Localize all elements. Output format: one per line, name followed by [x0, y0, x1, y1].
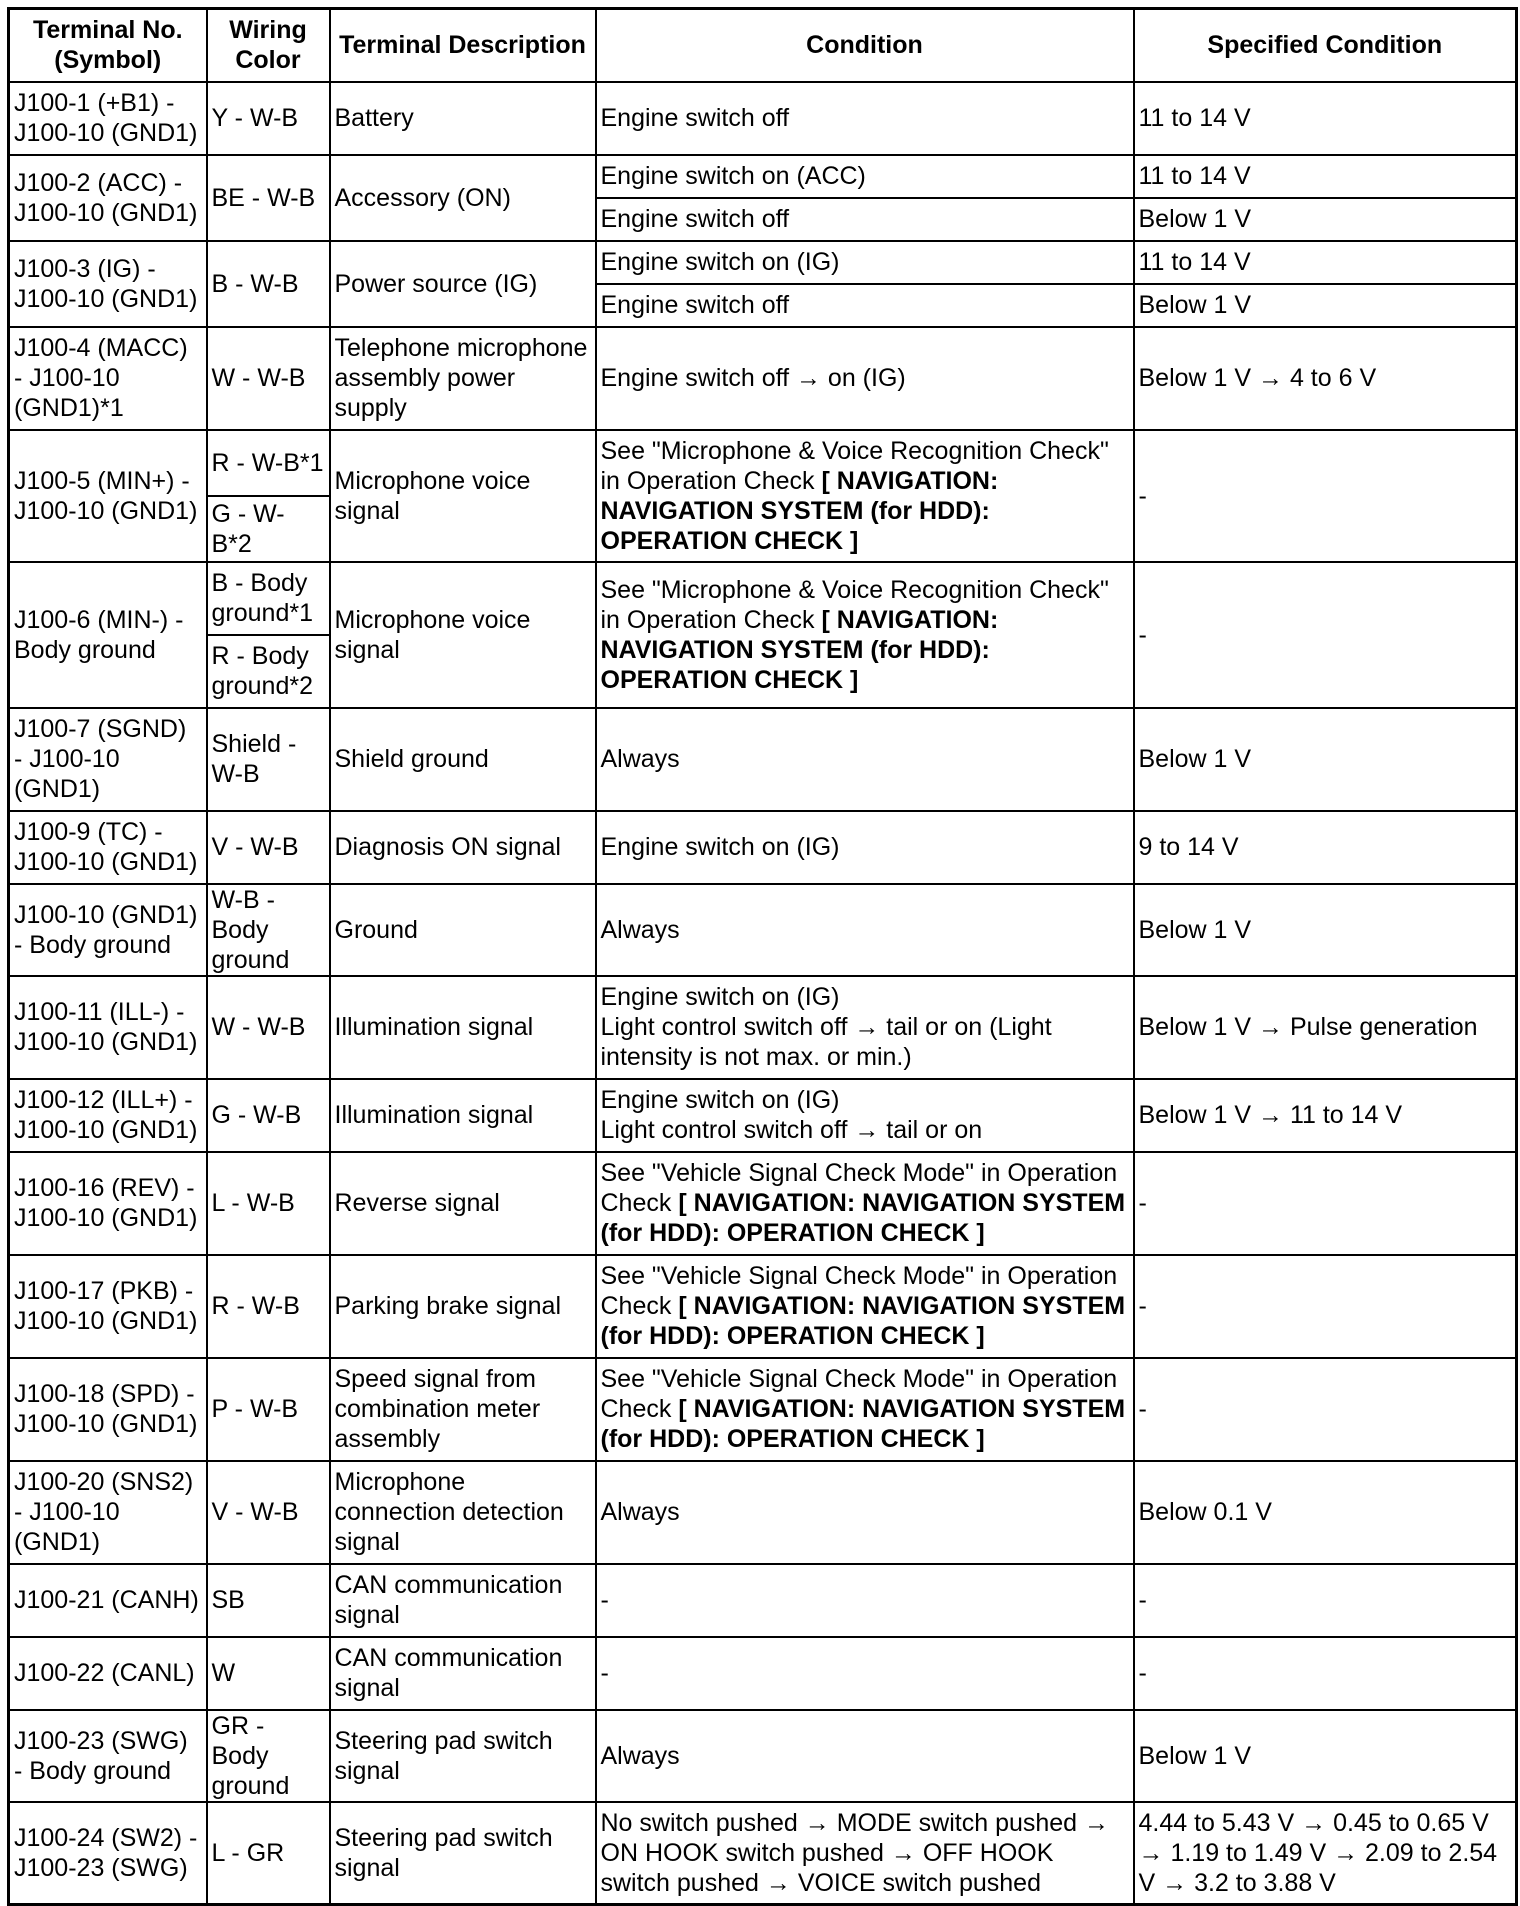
terminal-cell: J100-21 (CANH) [9, 1564, 207, 1637]
condition-cell: - [596, 1564, 1134, 1637]
table-row [9, 1637, 1517, 1710]
condition-cell: Engine switch off [596, 284, 1134, 327]
wiring-cell: P - W-B [207, 1358, 330, 1461]
specified-cell: - [1134, 1637, 1517, 1710]
condition-cell [596, 1255, 1134, 1358]
terminal-cell: J100-1 (+B1) - J100-10 (GND1) [9, 82, 207, 155]
table-row [9, 1255, 1517, 1358]
wiring-cell: B - Body ground*1 [207, 562, 330, 635]
specified-cell: Below 1 V [1134, 198, 1517, 241]
description-cell: Ground [330, 884, 596, 976]
table-row [9, 1461, 1517, 1564]
condition-cell: Always [596, 708, 1134, 811]
description-cell: Parking brake signal [330, 1255, 596, 1358]
terminal-cell: J100-23 (SWG) - Body ground [9, 1710, 207, 1802]
table-row [9, 811, 1517, 884]
description-cell: CAN communication signal [330, 1564, 596, 1637]
terminal-cell: J100-12 (ILL+) - J100-10 (GND1) [9, 1079, 207, 1152]
specified-cell: 11 to 14 V [1134, 82, 1517, 155]
wiring-cell: V - W-B [207, 1461, 330, 1564]
table-row [9, 430, 1517, 496]
wiring-cell: W [207, 1637, 330, 1710]
condition-cell [596, 1079, 1134, 1152]
condition-cell: Always [596, 1461, 1134, 1564]
terminal-cell: J100-22 (CANL) [9, 1637, 207, 1710]
wiring-cell: L - W-B [207, 1152, 330, 1255]
specified-cell: 4.44 to 5.43 V → 0.45 to 0.65 V → 1.19 to 1.49 V → 2.09 to 2.54 V → 3.2 to 3.88 V [1134, 1802, 1517, 1905]
specified-cell: - [1134, 430, 1517, 562]
condition-cell [596, 976, 1134, 1079]
condition-cell [596, 1358, 1134, 1461]
table-row [9, 1079, 1517, 1152]
condition-text: See "Vehicle Signal Check Mode" in Operation Check [600, 1365, 1118, 1423]
description-cell: Microphone voice signal [330, 430, 596, 562]
table-row [9, 708, 1517, 811]
operation-check-reference: [ NAVIGATION: NAVIGATION SYSTEM (for HDD): OPERATION CHECK ] [600, 605, 999, 694]
description-cell: Microphone connection detection signal [330, 1461, 596, 1564]
description-cell: Power source (IG) [330, 241, 596, 327]
condition-cell: Engine switch off [596, 82, 1134, 155]
table-row [9, 1802, 1517, 1905]
terminal-cell: J100-10 (GND1) - Body ground [9, 884, 207, 976]
condition-cell: Engine switch off → on (IG) [596, 327, 1134, 430]
specified-cell: Below 0.1 V [1134, 1461, 1517, 1564]
operation-check-reference: [ NAVIGATION: NAVIGATION SYSTEM (for HDD): OPERATION CHECK ] [600, 1292, 1126, 1350]
wiring-cell: V - W-B [207, 811, 330, 884]
wiring-cell: W-B - Body ground [207, 884, 330, 976]
specified-cell: - [1134, 1152, 1517, 1255]
condition-cell: Always [596, 1710, 1134, 1802]
terminal-cell: J100-17 (PKB) - J100-10 (GND1) [9, 1255, 207, 1358]
wiring-cell: G - W-B [207, 1079, 330, 1152]
terminal-cell: J100-5 (MIN+) - J100-10 (GND1) [9, 430, 207, 562]
condition-cell: Engine switch off [596, 198, 1134, 241]
specified-cell: Below 1 V [1134, 708, 1517, 811]
terminal-cell: J100-24 (SW2) - J100-23 (SWG) [9, 1802, 207, 1905]
specified-cell: Below 1 V [1134, 884, 1517, 976]
wiring-cell: R - W-B*1 [207, 430, 330, 496]
terminal-cell: J100-9 (TC) - J100-10 (GND1) [9, 811, 207, 884]
header-row [9, 9, 1517, 82]
description-cell: Speed signal from combination meter assembly [330, 1358, 596, 1461]
specified-cell: Below 1 V → 4 to 6 V [1134, 327, 1517, 430]
condition-text: See "Microphone & Voice Recognition Check" in Operation Check [600, 575, 1109, 634]
specified-cell: - [1134, 1255, 1517, 1358]
condition-cell: - [596, 1637, 1134, 1710]
table-row [9, 1710, 1517, 1802]
wiring-cell: L - GR [207, 1802, 330, 1905]
description-cell: Illumination signal [330, 1079, 596, 1152]
header-terminal: Terminal No. (Symbol) [9, 9, 207, 82]
specified-cell: Below 1 V → Pulse generation [1134, 976, 1517, 1079]
terminal-cell: J100-2 (ACC) - J100-10 (GND1) [9, 155, 207, 241]
description-cell: Steering pad switch signal [330, 1710, 596, 1802]
wiring-cell: SB [207, 1564, 330, 1637]
table-row [9, 241, 1517, 284]
condition-cell [596, 562, 1134, 708]
table-row [9, 1358, 1517, 1461]
header-wiring-color: Wiring Color [207, 9, 330, 82]
description-cell: Steering pad switch signal [330, 1802, 596, 1905]
condition-line: Engine switch on (IG) [600, 1086, 840, 1114]
specified-cell: Below 1 V [1134, 1710, 1517, 1802]
terminal-cell: J100-6 (MIN-) - Body ground [9, 562, 207, 708]
wiring-cell: BE - W-B [207, 155, 330, 241]
description-cell: Diagnosis ON signal [330, 811, 596, 884]
condition-line: Engine switch on (IG) [600, 983, 840, 1011]
condition-cell [596, 1152, 1134, 1255]
condition-cell [596, 430, 1134, 562]
wiring-cell: Y - W-B [207, 82, 330, 155]
condition-line: Light control switch off → tail or on [600, 1116, 983, 1144]
wiring-cell: B - W-B [207, 241, 330, 327]
terminal-cell: J100-16 (REV) - J100-10 (GND1) [9, 1152, 207, 1255]
header-specified-condition: Specified Condition [1134, 9, 1517, 82]
wiring-cell: GR - Body ground [207, 1710, 330, 1802]
wiring-cell: R - Body ground*2 [207, 635, 330, 708]
condition-cell: Engine switch on (IG) [596, 241, 1134, 284]
table-row [9, 82, 1517, 155]
specified-cell: 11 to 14 V [1134, 241, 1517, 284]
specified-cell: Below 1 V → 11 to 14 V [1134, 1079, 1517, 1152]
operation-check-reference: [ NAVIGATION: NAVIGATION SYSTEM (for HDD): OPERATION CHECK ] [600, 466, 999, 555]
specified-cell: 9 to 14 V [1134, 811, 1517, 884]
condition-line: Light control switch off → tail or on (Light intensity is not max. or min.) [600, 1013, 1052, 1071]
description-cell: Battery [330, 82, 596, 155]
header-description: Terminal Description [330, 9, 596, 82]
description-cell: Microphone voice signal [330, 562, 596, 708]
condition-cell: Engine switch on (IG) [596, 811, 1134, 884]
wiring-cell: W - W-B [207, 976, 330, 1079]
description-cell: Reverse signal [330, 1152, 596, 1255]
condition-cell: Engine switch on (ACC) [596, 155, 1134, 198]
operation-check-reference: [ NAVIGATION: NAVIGATION SYSTEM (for HDD): OPERATION CHECK ] [600, 1395, 1126, 1453]
wiring-cell: Shield - W-B [207, 708, 330, 811]
table-row [9, 1152, 1517, 1255]
wiring-cell: R - W-B [207, 1255, 330, 1358]
condition-text: See "Microphone & Voice Recognition Check" in Operation Check [600, 436, 1109, 495]
table-row [9, 562, 1517, 635]
table-row [9, 327, 1517, 430]
description-cell: Shield ground [330, 708, 596, 811]
condition-text: See "Vehicle Signal Check Mode" in Operation Check [600, 1159, 1118, 1217]
wiring-cell: W - W-B [207, 327, 330, 430]
specified-cell: - [1134, 1358, 1517, 1461]
terminal-cell: J100-11 (ILL-) - J100-10 (GND1) [9, 976, 207, 1079]
description-cell: Illumination signal [330, 976, 596, 1079]
condition-cell: Always [596, 884, 1134, 976]
operation-check-reference: [ NAVIGATION: NAVIGATION SYSTEM (for HDD): OPERATION CHECK ] [600, 1189, 1126, 1247]
description-cell: Telephone microphone assembly power supply [330, 327, 596, 430]
table-row [9, 884, 1517, 976]
terminal-cell: J100-20 (SNS2) - J100-10 (GND1) [9, 1461, 207, 1564]
specified-cell: - [1134, 562, 1517, 708]
table-row [9, 976, 1517, 1079]
table-row [9, 1564, 1517, 1637]
terminal-cell: J100-4 (MACC) - J100-10 (GND1)*1 [9, 327, 207, 430]
terminal-spec-table [7, 7, 1518, 1906]
terminal-cell: J100-3 (IG) - J100-10 (GND1) [9, 241, 207, 327]
specified-cell: - [1134, 1564, 1517, 1637]
header-condition: Condition [596, 9, 1134, 82]
wiring-cell: G - W-B*2 [207, 496, 330, 562]
condition-text: See "Vehicle Signal Check Mode" in Operation Check [600, 1262, 1118, 1320]
terminal-cell: J100-18 (SPD) - J100-10 (GND1) [9, 1358, 207, 1461]
description-cell: Accessory (ON) [330, 155, 596, 241]
description-cell: CAN communication signal [330, 1637, 596, 1710]
specified-cell: 11 to 14 V [1134, 155, 1517, 198]
condition-cell: No switch pushed → MODE switch pushed → ON HOOK switch pushed → OFF HOOK switch pushed → VOICE switch pushed [596, 1802, 1134, 1905]
table-row [9, 155, 1517, 198]
specified-cell: Below 1 V [1134, 284, 1517, 327]
terminal-cell: J100-7 (SGND) - J100-10 (GND1) [9, 708, 207, 811]
